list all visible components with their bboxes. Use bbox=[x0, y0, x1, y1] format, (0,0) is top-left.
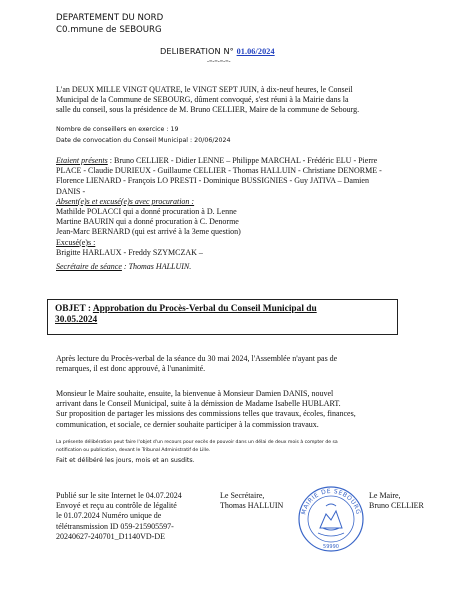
separator: -=-=-=-=- bbox=[207, 59, 231, 65]
recours-notice: La présente délibération peut faire l'objet d'un recours pour excès de pouvoir dans un délai de deux mois à compter de sa notification ou publication, devant le Tribunal Administratif de Lille. bbox=[56, 440, 338, 453]
deliberation-heading bbox=[160, 46, 275, 56]
present-line: PLACE - Claudie DURIEUX - Guillaume CELLIER - Thomas HALLUIN - Christiane DENORME - bbox=[56, 166, 382, 176]
present-line: Etaient présents : Bruno CELLIER - Didier LENNE – Philippe MARCHAL - Frédéric ELU - Pierre bbox=[56, 156, 378, 165]
seal-text: MAIRIE DE SEBOURG bbox=[300, 487, 362, 516]
secretary-signature-block: Le Secrétaire, Thomas HALLUIN bbox=[220, 491, 284, 511]
publication-info: Publié sur le site Internet le 04.07.2024 Envoyé et reçu au contrôle de légalité le 01.07.2024 Numéro unique de télétransmission ID 059-215905597- 20240627-240701_D1140VD-DE bbox=[56, 491, 182, 541]
body-paragraph-2: Monsieur le Maire souhaite, ensuite, la bienvenue à Monsieur Damien DANIS, nouvel arrivant dans le Conseil Municipal, suite à la démission de Madame Isabelle HUBLART. Sur proposition de partager les missions des commissions telles que travaux, écoles, finances, communication, et sociale, ce dernier souhaite participer à la commission travaux. bbox=[56, 389, 356, 429]
seal-icon bbox=[296, 484, 366, 554]
proxy-label: Absent(e)s et excusé(e)s avec procuration : bbox=[56, 196, 195, 206]
convocation-date: Date de convocation du Conseil Municipal : 20/06/2024 bbox=[56, 137, 231, 144]
body-paragraph-1: Après lecture du Procès-verbal de la séance du 30 mai 2024, l'Assemblée n'ayant pas de remarques, il est donc approuvé, à l'unanimité. bbox=[56, 354, 338, 374]
excused-label: Excusé(e)s : bbox=[56, 237, 96, 247]
excused-line: Brigitte HARLAUX - Freddy SZYMCZAK – bbox=[56, 247, 203, 257]
intro-line: L'an DEUX MILLE VINGT QUATRE, le VINGT SEPT JUIN, à dix-neuf heures, le Conseil bbox=[56, 85, 353, 94]
proxy-line: Jean-Marc BERNARD (qui est arrivé à la 3eme question) bbox=[56, 227, 241, 237]
attendance-section bbox=[56, 156, 406, 272]
secretary-line: Secrétaire de séance : Thomas HALLUIN. bbox=[56, 262, 192, 272]
objet-title-line: Approbation du Procès-Verbal du Conseil Municipal du bbox=[92, 304, 317, 314]
present-line: DANIS - bbox=[56, 186, 86, 196]
proxy-line: Martine BAURIN qui a donné procuration à C. Denorme bbox=[56, 217, 239, 227]
closing-statement: Fait et délibéré les jours, mois et an susdits. bbox=[56, 457, 195, 464]
deliberation-label: DELIBERATION N° bbox=[160, 46, 234, 56]
present-line: Florence LIENARD - François LO PRESTI - Dominique BUSSIGNIES - Guy JATIVA – Damien bbox=[56, 176, 369, 186]
seal-number: 59990 bbox=[323, 544, 339, 550]
mayor-signature-block: Le Maire, Bruno CELLIER bbox=[369, 491, 424, 511]
intro-line: salle du conseil, sous la présidence de M. Bruno CELLIER, Maire de la commune de Sebourg. bbox=[56, 105, 360, 115]
intro-paragraph bbox=[56, 85, 406, 116]
intro-line: Municipal de la Commune de SEBOURG, dûment convoqué, s'est réuni à la Mairie dans la bbox=[56, 95, 349, 105]
deliberation-number: 01.06/2024 bbox=[236, 47, 275, 56]
department-name: DEPARTEMENT DU NORD bbox=[56, 13, 164, 23]
objet-label: OBJET : bbox=[55, 304, 93, 314]
objet-title bbox=[55, 304, 395, 326]
mairie-seal bbox=[296, 484, 366, 554]
present-label: Etaient présents bbox=[56, 156, 108, 165]
commune-name: C0.mmune de SEBOURG bbox=[56, 25, 162, 35]
objet-title-line: 30.05.2024 bbox=[55, 315, 98, 325]
members-count: Nombre de conseillers en exercice : 19 bbox=[56, 126, 179, 133]
proxy-line: Mathilde POLACCI qui a donné procuration à D. Lenne bbox=[56, 207, 237, 217]
